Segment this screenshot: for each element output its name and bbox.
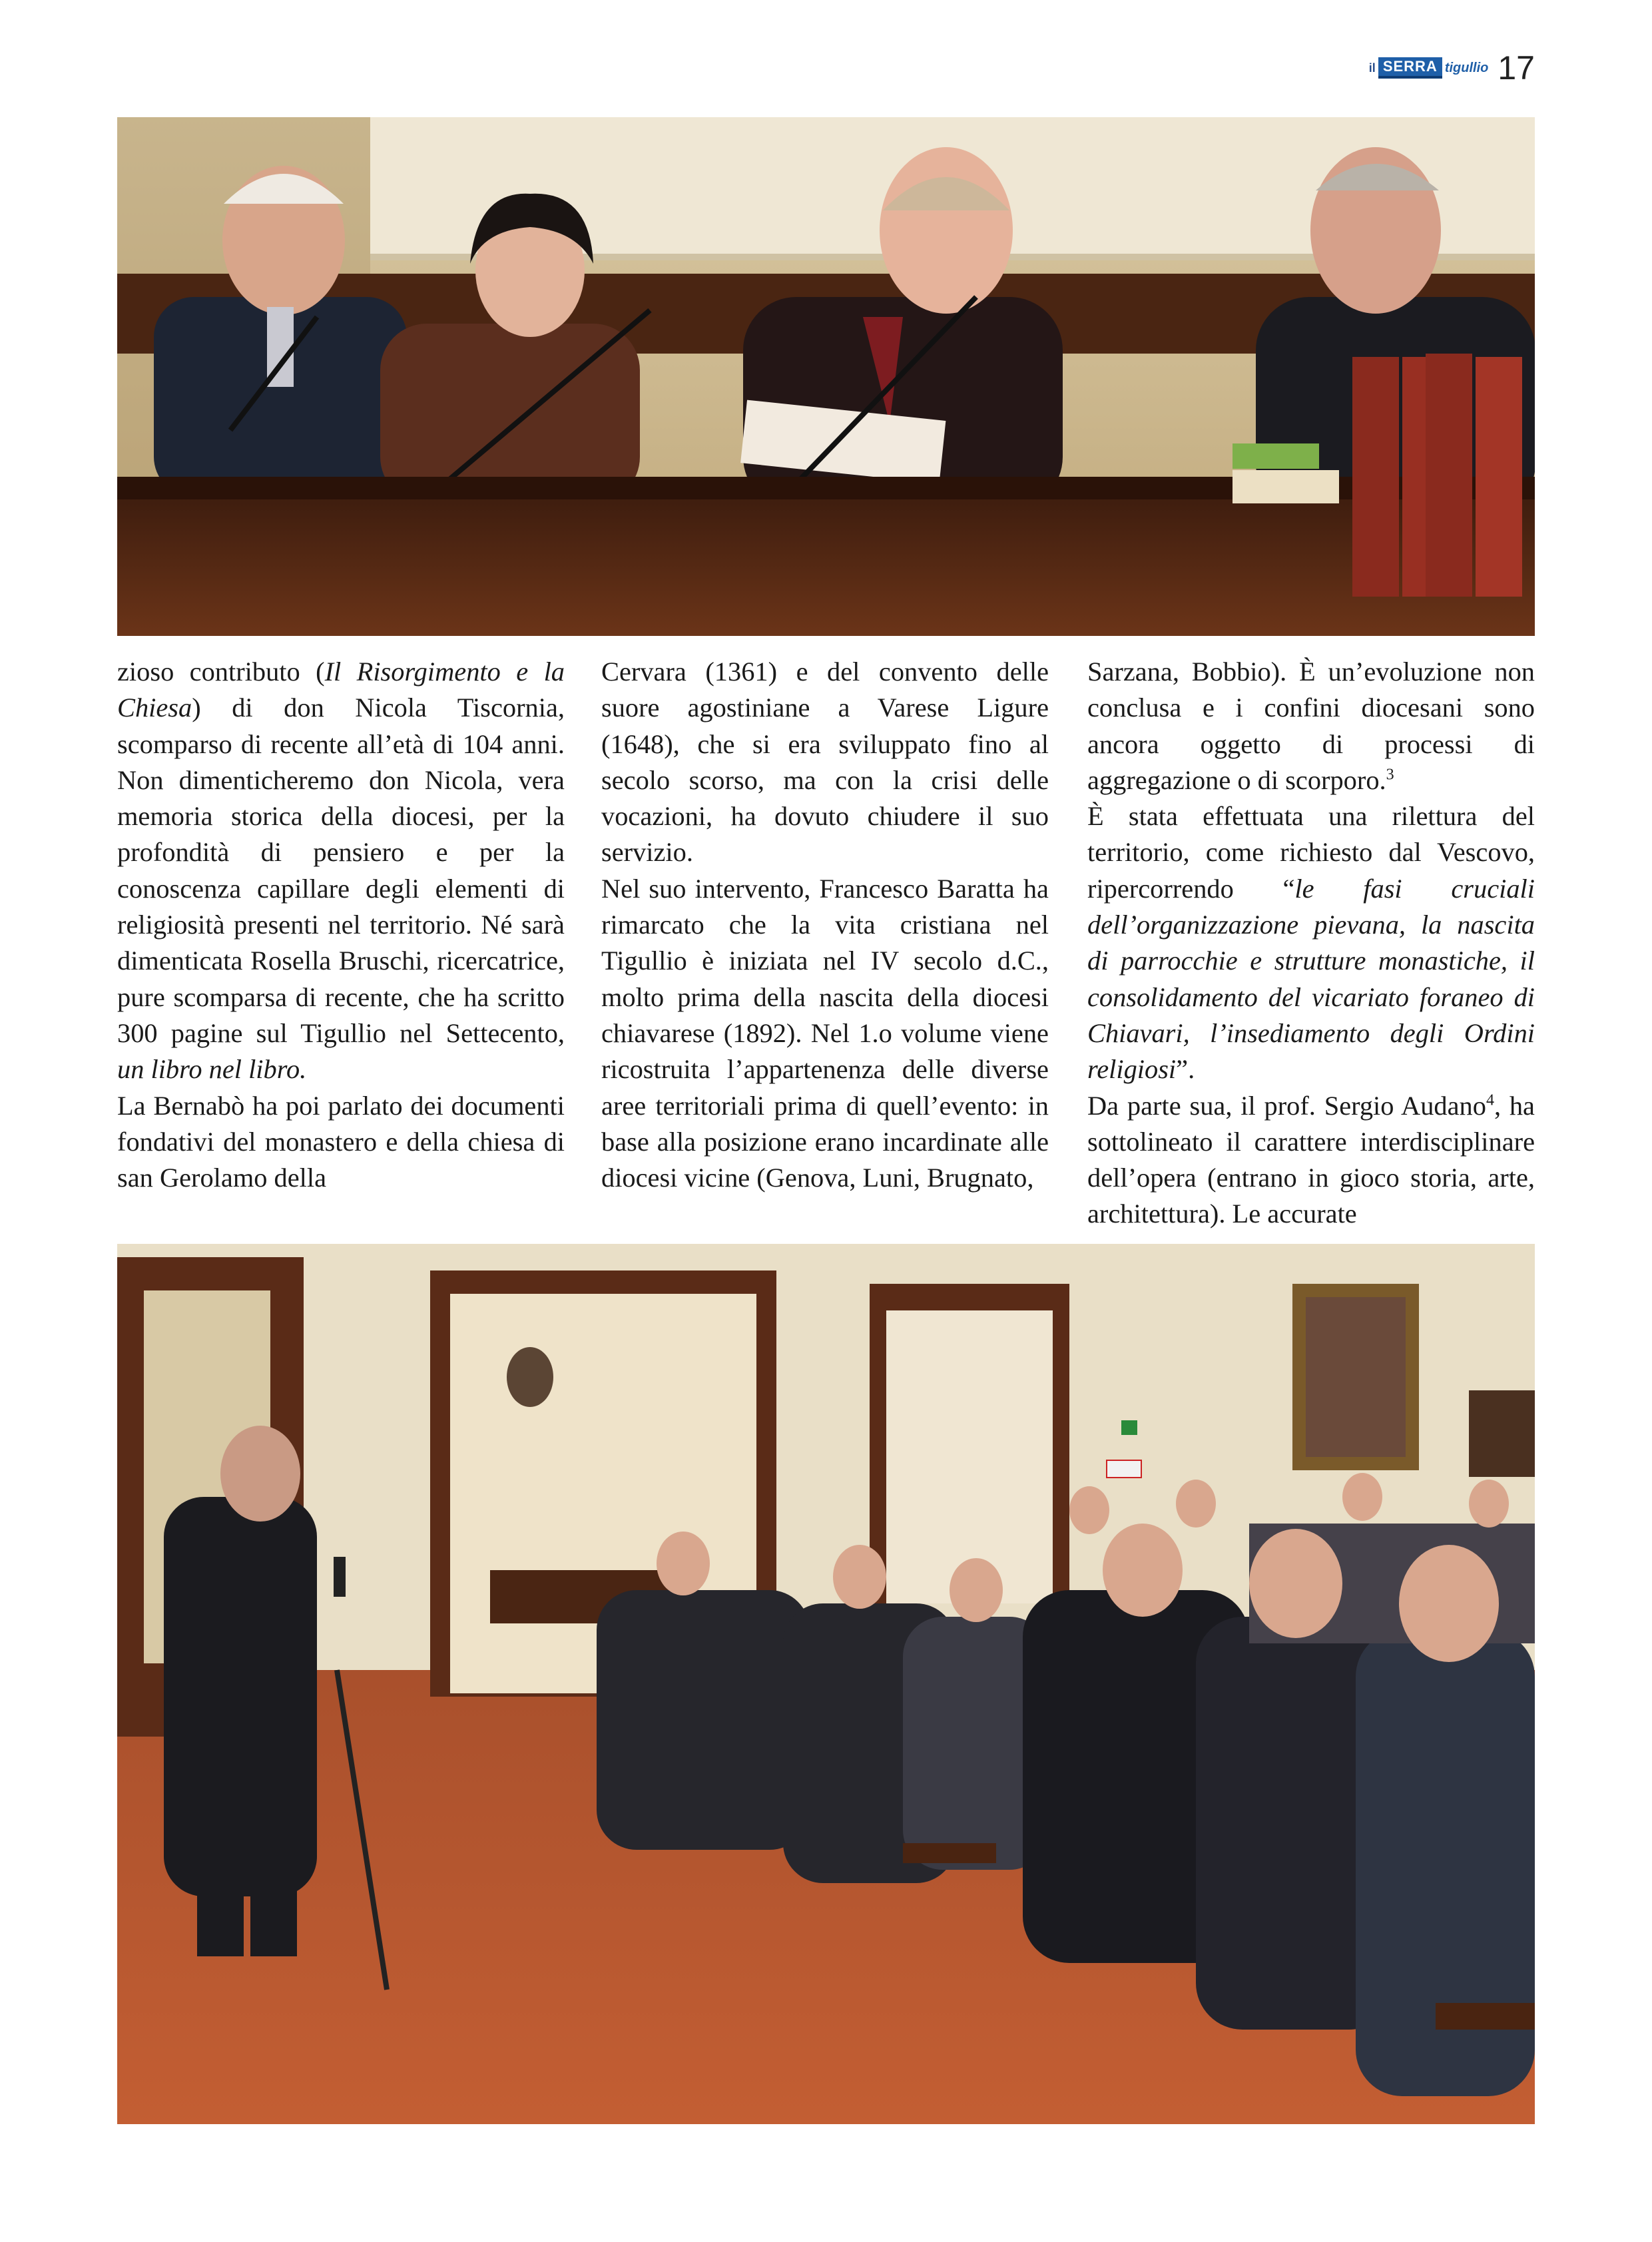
- audience-photo-illustration: [117, 1244, 1535, 2124]
- text-span: Sarzana, Bobbio). È un’evoluzione non conclusa e i confini diocesani sono ancora oggetto di processi di aggregazione o di scorporo.: [1087, 657, 1535, 795]
- paragraph: Cervara (1361) e del convento delle suore agostiniane a Varese Ligure (1648), che si era sviluppato fino al secolo scorso, ma con la crisi delle vocazioni, ha dovuto chiudere il suo servizio.: [601, 657, 1049, 868]
- panel-photo-illustration: [117, 117, 1535, 636]
- painting-1-canvas: [1306, 1297, 1406, 1457]
- text-span: ) di don Nicola Tiscornia, scomparso di recente all’età di 104 anni. Non dimenticheremo don Nicola, vera memoria storica della diocesi, per la profondità di pensiero e per la conoscenza capillare degli elementi di religiosità presenti nel territorio. Né sarà dimenticata Rosella Bruschi, ricercatrice, pure scomparsa di recente, che ha scritto 300 pagine sul Tigullio nel Settecento,: [117, 693, 565, 1048]
- italic-phrase: un libro nel libro.: [117, 1054, 307, 1085]
- paragraph: La Bernabò ha poi parlato dei documenti fondativi del monastero e della chiesa di san Gerolamo della: [117, 1090, 565, 1193]
- footnote-ref: 3: [1386, 766, 1394, 784]
- page-number: 17: [1498, 49, 1535, 87]
- text-span: zioso contributo (: [117, 657, 325, 687]
- article-column-1: [117, 654, 565, 1196]
- paragraph: Nel suo intervento, Francesco Baratta ha rimarcato che la vita cristiana nel Tigullio è iniziata nel IV secolo d.C., molto prima della nascita della diocesi chiavarese (1892). Nel 1.o volume viene ricostruita l’appartenenza delle diverse aree territoriali prima di quell’evento: in base alla posizione erano incardinate alle diocesi vicine (Genova, Luni, Brugnato,: [601, 873, 1049, 1193]
- text-span: , ha sottolineato il carattere interdisciplinare dell’opera (entrano in gioco storia, arte, architettura). Le accurate: [1087, 1090, 1535, 1229]
- footnote-ref: 4: [1486, 1091, 1494, 1109]
- painting-2: [1469, 1390, 1535, 1477]
- page-header: [1369, 48, 1535, 88]
- book-title: Il Risorgimento e la Chiesa: [117, 657, 565, 723]
- photo-audience: [117, 1244, 1535, 2124]
- doorway-right: [870, 1284, 1069, 1603]
- quotation: le fasi cruciali dell’organizzazione pievana, la nascita di parrocchie e strutture monastiche, il consolidamento del vicariato foraneo di Chiavari, l’insediamento degli Ordini religiosi: [1087, 873, 1535, 1085]
- magazine-logo: [1369, 57, 1489, 79]
- paragraph: [1087, 1088, 1535, 1233]
- paragraph: [117, 654, 565, 1088]
- exit-sign: [1121, 1420, 1137, 1435]
- no-smoking-sign: [1107, 1460, 1141, 1478]
- article-column-2: [601, 654, 1049, 1196]
- paragraph: [1087, 798, 1535, 1087]
- text-span: È stata effettuata una rilettura del territorio, come richiesto dal Vescovo, ripercorrendo “: [1087, 801, 1535, 904]
- text-span: Da parte sua, il prof. Sergio Audano: [1087, 1090, 1486, 1121]
- logo-main: SERRA: [1378, 57, 1442, 79]
- paragraph: [1087, 654, 1535, 798]
- logo-sub: tigullio: [1444, 61, 1489, 75]
- article-column-3: [1087, 654, 1535, 1233]
- photo-panel-speakers: [117, 117, 1535, 636]
- text-span: ”.: [1176, 1054, 1195, 1085]
- logo-prefix: il: [1368, 61, 1376, 75]
